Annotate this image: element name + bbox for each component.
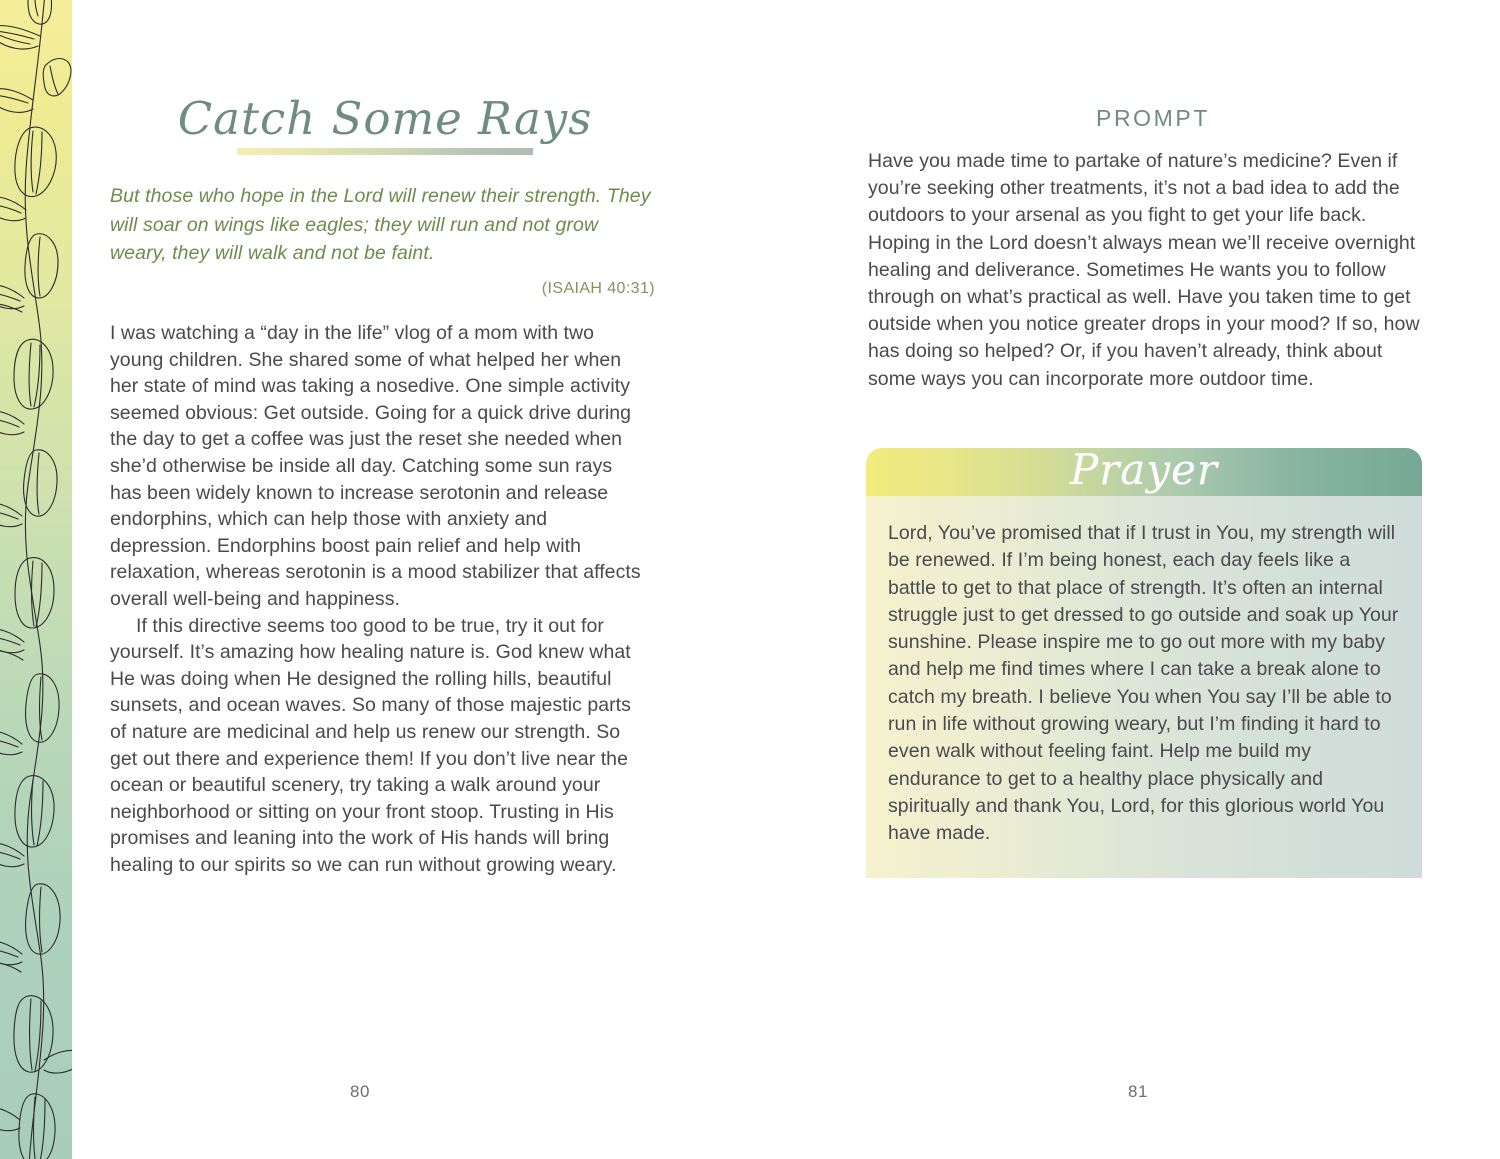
prayer-card [866,445,1422,878]
prayer-card-body [866,496,1422,878]
botanical-leaf-line-art-icon [0,0,72,1159]
decorative-side-band [0,0,72,1159]
right-page [750,0,1500,1159]
body-paragraph-2: If this directive seems too good to be true, try it out for yourself. It’s amazing how healing nature is. God knew what He was doing when He designed the rolling hills, beautiful sunsets, and ocean waves. So many of those majestic parts of nature are medicinal and help us renew our strength. So get out there and experience them! If you don’t live near the ocean or beautiful scenery, try taking a walk around your neighborhood or sitting on your front stoop. Trusting in His promises and leaning into the work of His hands will bring healing to our spirits so we can run without growing weary. [110,614,631,876]
scripture-verse-block [110,182,655,303]
scripture-reference: (ISAIAH 40:31) [541,279,655,297]
body-paragraph-1: I was watching a “day in the life” vlog of a mom with two young children. She shared some of what helped her when her state of mind was taking a nosedive. One simple activity seemed obvious: Get outside. Going for a quick drive during the day to get a coffee was just the reset she needed when she’d otherwise be inside all day. Catching some sun rays has been widely known to increase serotonin and release endorphins, which can help those with anxiety and depression. Endorphins boost pain relief and help with relaxation, whereas serotonin is a mood stabilizer that affects overall well-being and happiness. [110,322,641,610]
prompt-paragraph: Have you made time to partake of nature’s medicine? Even if you’re seeking other treatments, it’s not a bad idea to add the outdoors to your arsenal as you fight to get your life back. Hoping in the Lord doesn’t always mean we’ll receive overnight healing and deliverance. Sometimes He wants you to follow through on what’s practical as well. Have you taken time to get outside when you notice greater drops in your mood? If so, how has doing so helped? Or, if you haven’t already, think about some ways you can incorporate more outdoor time. [868,150,1420,390]
devotional-body [110,320,642,878]
prompt-body [868,148,1422,393]
chapter-title-block [110,92,660,155]
left-page [72,0,750,1159]
page-number-left: 80 [350,1082,371,1101]
prayer-text: Lord, You’ve promised that if I trust in You, my strength will be renewed. If I’m being honest, each day feels like a battle to get to that place of strength. It’s often an internal struggle just to get dressed to go outside and soak up Your sunshine. Please inspire me to go out more with my baby and help me find times where I can take a break alone to catch my breath. I believe You when You say I’ll be able to run in life without growing weary, but I’m finding it hard to even walk without feeling faint. Help me build my endurance to get to a healthy place physically and spiritually and thank You, Lord, for this glorious world You have made. [888,522,1399,845]
page-title: Catch Some Rays [177,92,593,145]
page-number-right: 81 [1128,1082,1149,1101]
prompt-heading: PROMPT [1096,105,1210,131]
prayer-heading: Prayer [1069,445,1219,494]
prayer-card-header [866,445,1422,496]
title-underline-rule [237,148,533,155]
scripture-verse-text: But those who hope in the Lord will renew their strength. They will soar on wings like eagles; they will run and not grow weary, they will walk and not be faint. [110,185,651,264]
